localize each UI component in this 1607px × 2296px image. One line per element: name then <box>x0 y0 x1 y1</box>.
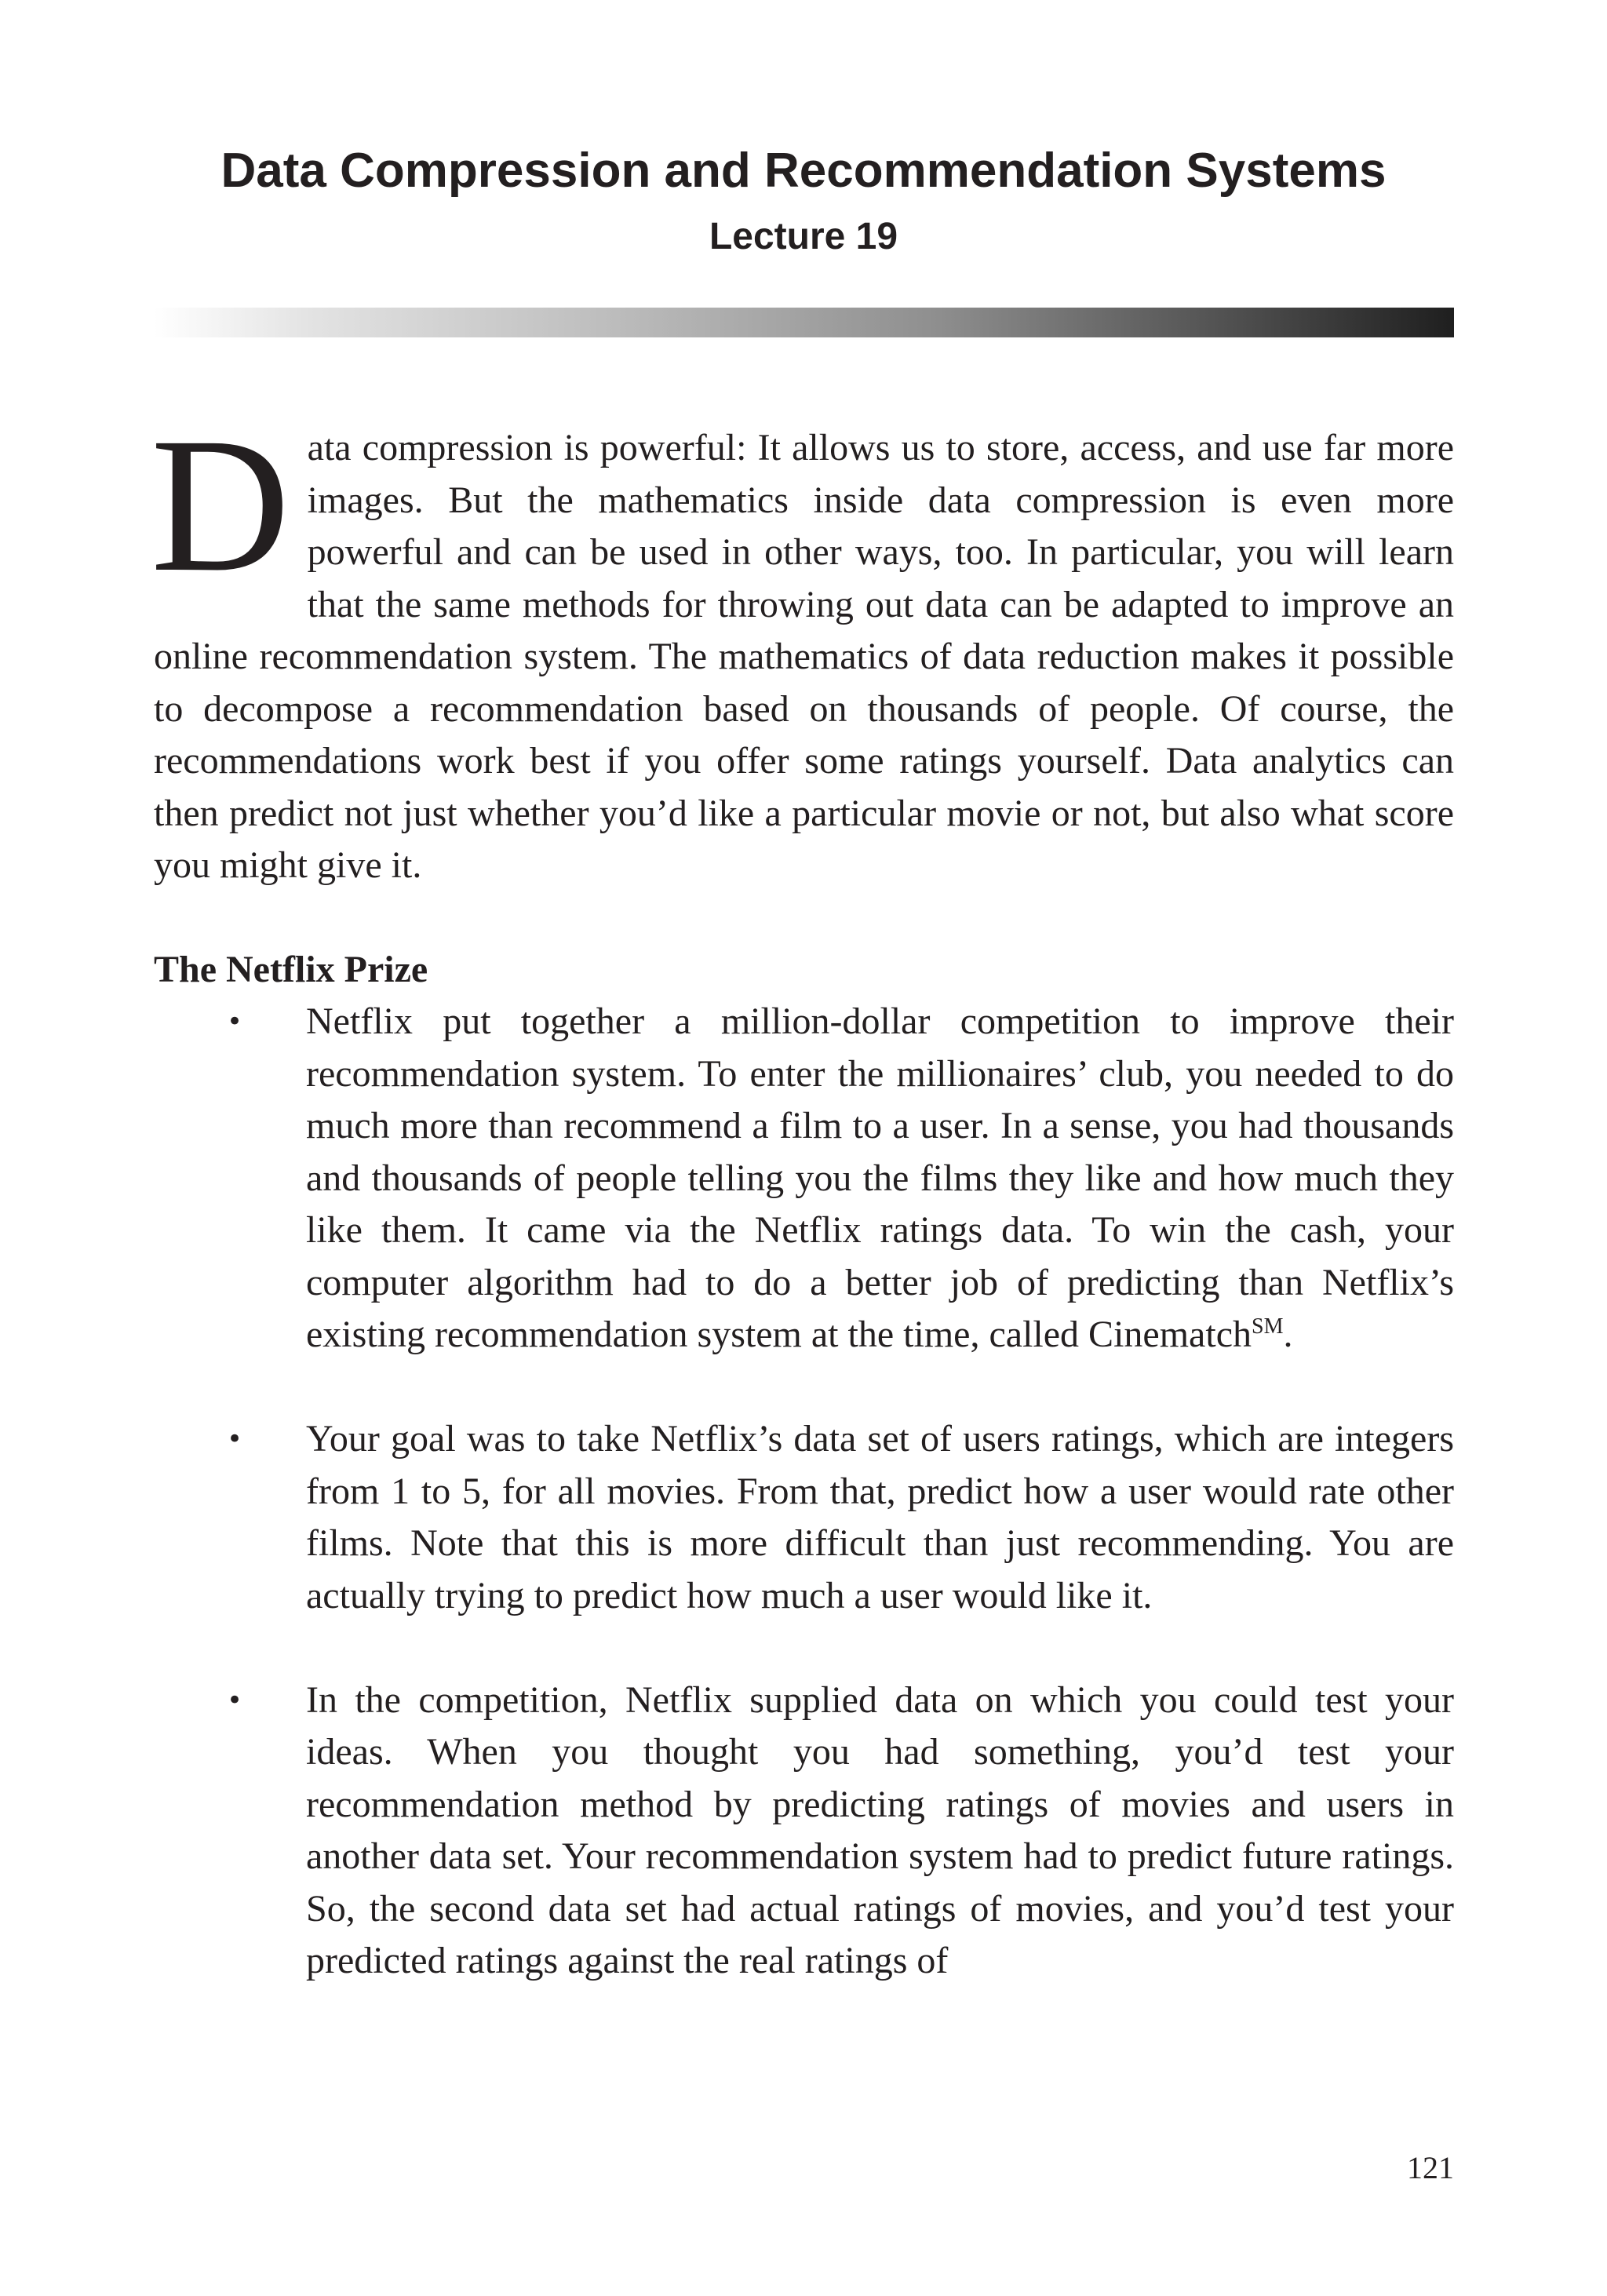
bullet-text: In the competition, Netflix supplied data on which you could test your ideas. When you thought you had something, you’d test your recommendation method by predicting ratings of movies and users in another data set. Your recommendation system had to predict future ratings. So, the second data set had actual ratings of movies, and you’d test your predicted ratings against the real ratings of <box>306 1678 1454 1981</box>
gradient-divider <box>154 308 1454 337</box>
drop-cap: D <box>151 399 290 612</box>
page-number: 121 <box>1407 2150 1454 2185</box>
bullet-text-suffix: . <box>1283 1314 1293 1355</box>
intro-text: ata compression is powerful: It allows us to store, access, and use far more images. But the mathematics inside data compression is even more powerful and can be used in other ways, too. In particular, you will learn that the same methods for throwing out data can be adapted to improve an online recommendation system. The mathematics of data reduction makes it possible to decompose a recommendation based on thousands of people. Of course, the recommendations work best if you offer some ratings yourself. Data analytics can then predict not just whether you’d like a particular movie or not, but also what score you might give it. <box>154 427 1454 886</box>
bullet-text: Your goal was to take Netflix’s data set of users ratings, which are integers from 1 to 5, for all movies. From that, predict how a user would rate other films. Note that this is more difficult than just recommending. You are actually trying to predict how much a user would like it. <box>306 1418 1454 1616</box>
section-heading: The Netflix Prize <box>154 948 428 990</box>
bullet-icon: • <box>227 1423 243 1455</box>
bullet-item <box>154 1413 1454 1622</box>
bullet-text: Netflix put together a million-dollar competition to improve their recommendation system. To enter the millionaires’ club, you needed to do much more than recommend a film to a user. In a sense, you had thousands and thousands of people telling you the films they like and how much they like them. It came via the Netflix ratings data. To win the cash, your computer algorithm had to do a better job of predicting than Netflix’s existing recommendation system at the time, called Cinematch <box>306 1000 1454 1355</box>
bullet-list <box>154 996 1454 1988</box>
body-content <box>151 399 1454 2039</box>
bullet-item <box>154 996 1454 1361</box>
intro-paragraph <box>151 399 1454 892</box>
bullet-icon: • <box>227 1006 243 1037</box>
page-title: Data Compression and Recommendation Systems <box>220 144 1387 198</box>
service-mark-superscript: SM <box>1252 1314 1284 1339</box>
lecture-subtitle: Lecture 19 <box>709 216 898 257</box>
bullet-item <box>154 1675 1454 1988</box>
bullet-icon: • <box>227 1684 243 1716</box>
